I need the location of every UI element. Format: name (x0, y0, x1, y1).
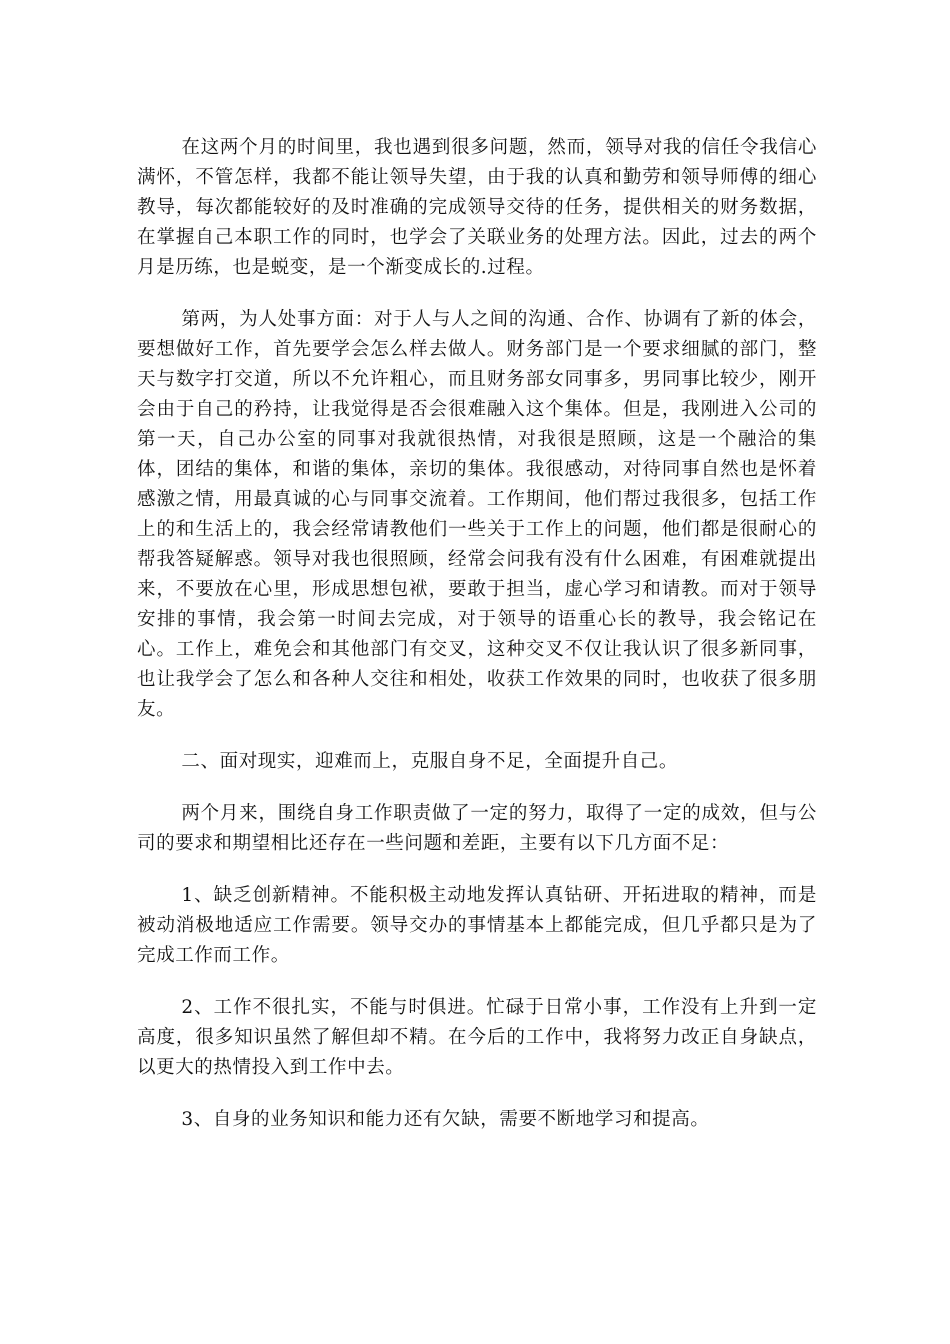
list-item-1: 1、缺乏创新精神。不能积极主动地发挥认真钻研、开拓进取的精神，而是被动消极地适应工作需要。领导交办的事情基本上都能完成，但几乎都只是为了完成工作而工作。 (137, 885, 817, 966)
paragraph-interpersonal: 第两，为人处事方面：对于人与人之间的沟通、合作、协调有了新的体会，要想做好工作，首先要学会怎么样去做人。财务部门是一个要求细腻的部门，整天与数字打交道，所以不允许粗心，而且财务部女同事多，男同事比较少，刚开会由于自己的矜持，让我觉得是否会很难融入这个集体。但是，我刚进入公司的第一天，自己办公室的同事对我就很热情，对我很是照顾，这是一个融洽的集体，团结的集体，和谐的集体，亲切的集体。我很感动，对待同事自然也是怀着感激之情，用最真诚的心与同事交流着。工作期间，他们帮过我很多，包括工作上的和生活上的，我会经常请教他们一些关于工作上的问题，他们都是很耐心的帮我答疑解惑。领导对我也很照顾，经常会问我有没有什么困难，有困难就提出来，不要放在心里，形成思想包袱，要敢于担当，虚心学习和请教。而对于领导安排的事情，我会第一时间去完成，对于领导的语重心长的教导，我会铭记在心。工作上，难免会和其他部门有交叉，这种交叉不仅让我认识了很多新同事，也让我学会了怎么和各种人交往和相处，收获工作效果的同时，也收获了很多朋友。 (137, 309, 817, 720)
document-body (137, 133, 817, 1157)
section-heading-shortcomings: 二、面对现实，迎难而上，克服自身不足，全面提升自己。 (181, 751, 678, 772)
list-item-3: 3、自身的业务知识和能力还有欠缺，需要不断地学习和提高。 (181, 1109, 710, 1130)
paragraph-shortcomings-intro: 两个月来，围绕自身工作职责做了一定的努力，取得了一定的成效，但与公司的要求和期望相比还存在一些问题和差距，主要有以下几方面不足： (137, 803, 817, 854)
list-item-2: 2、工作不很扎实，不能与时俱进。忙碌于日常小事，工作没有上升到一定高度，很多知识虽然了解但却不精。在今后的工作中，我将努力改正自身缺点，以更大的热情投入到工作中去。 (137, 997, 817, 1078)
paragraph-experience: 在这两个月的时间里，我也遇到很多问题，然而，领导对我的信任令我信心满怀，不管怎样，我都不能让领导失望，由于我的认真和勤劳和领导师傅的细心教导，每次都能较好的及时准确的完成领导交待的任务，提供相关的财务数据，在掌握自己本职工作的同时，也学会了关联业务的处理方法。因此，过去的两个月是历练，也是蜕变，是一个渐变成长的.过程。 (137, 137, 817, 278)
